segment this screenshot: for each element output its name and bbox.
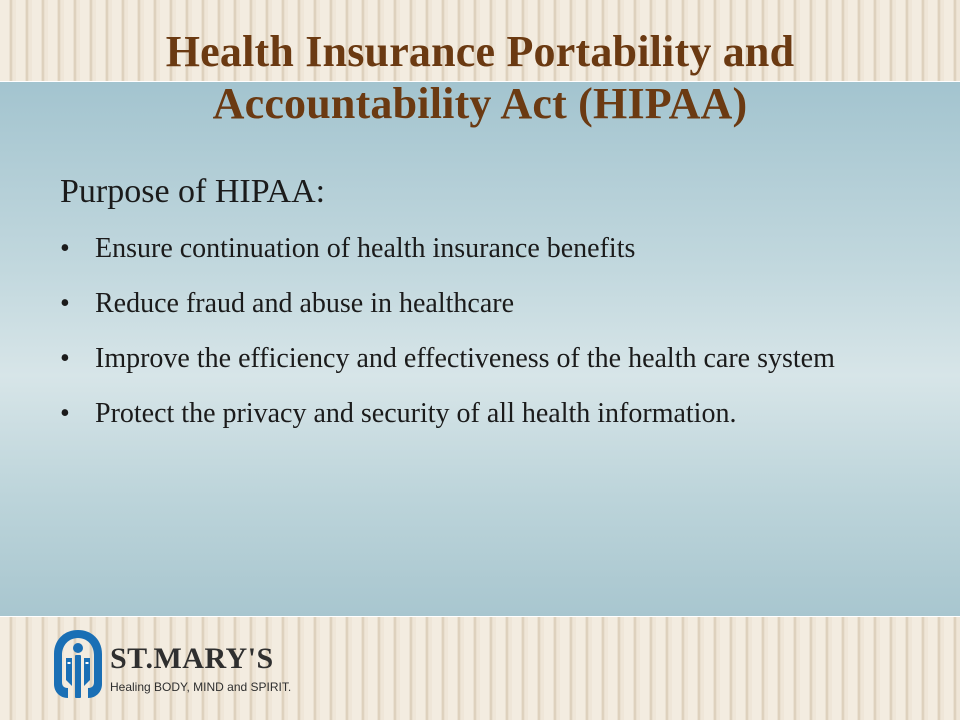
bullet-icon: • [60,233,70,264]
bullet-list [60,232,920,452]
list-item [60,397,920,431]
list-item [60,232,920,266]
title-line-1: Health Insurance Portability and [165,27,795,76]
bullet-text: Reduce fraud and abuse in healthcare [95,288,515,319]
st-marys-emblem-icon [50,628,106,700]
list-item [60,342,920,376]
list-item [60,287,920,321]
st-marys-logo [50,628,290,700]
bullet-icon: • [60,398,70,429]
logo-name: ST.MARY'S [110,642,274,675]
bullet-icon: • [60,343,70,374]
bullet-text: Improve the efficiency and effectiveness of the health care system [95,343,835,374]
bullet-icon: • [60,288,70,319]
logo-tagline: Healing BODY, MIND and SPIRIT. [110,680,292,694]
subheading: Purpose of HIPAA: [60,173,326,210]
title-line-2: Accountability Act (HIPAA) [212,79,748,128]
bullet-text: Ensure continuation of health insurance benefits [95,233,636,264]
slide-title [0,26,960,130]
bullet-text: Protect the privacy and security of all health information. [95,398,737,429]
